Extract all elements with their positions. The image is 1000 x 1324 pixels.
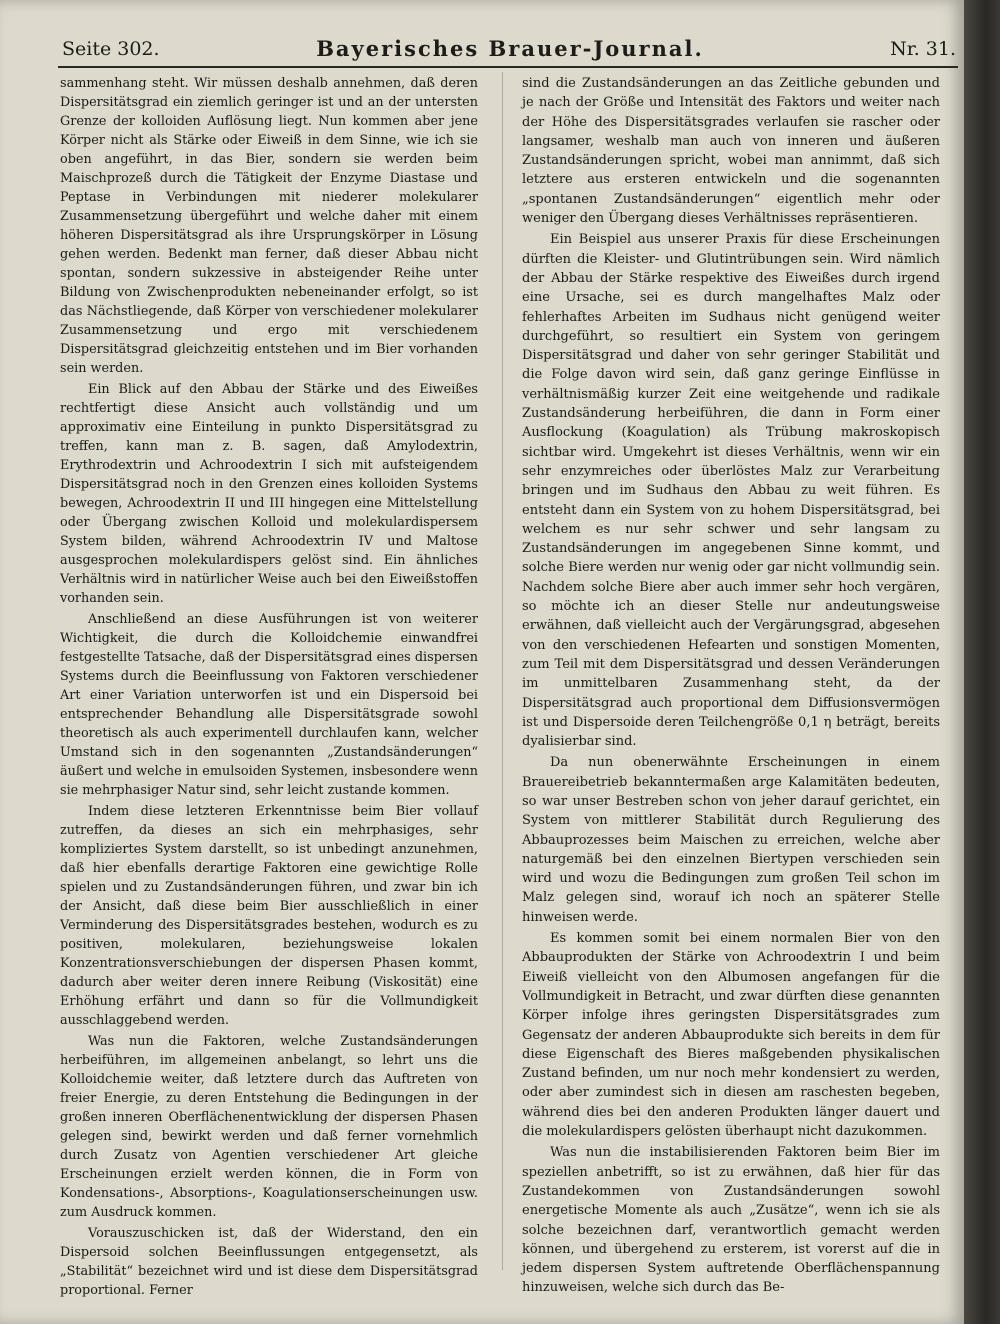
paragraph: sind die Zustandsänderungen an das Zeitliche gebunden und je nach der Größe und Intensität des Faktors und weiter nach der Höhe des Dispersitätsgrades verlaufen sie rascher oder langsamer, weshalb man auch von inneren und äußeren Zustandsänderungen spricht, wobei man annimmt, daß sich letztere aus ersteren entwickeln und die sogenannten „spontanen Zustandsänderungen“ eigentlich mehr oder weniger den Übergang dieses Verhältnisses repräsentieren. xyxy=(522,76,940,227)
column-divider xyxy=(502,72,503,1270)
paragraph: Was nun die Faktoren, welche Zustandsänderungen herbeiführen, im allgemeinen anbelangt, so lehrt uns die Kolloidchemie weiter, daß letztere durch das Auftreten von freier Energie, zu deren Entstehung die Bedingungen in der großen inneren Oberflächenentwicklung der dispersen Phasen gelegen sind, bewirkt werden und daß ferner vornehmlich durch Zusatz von Agentien verschiedener Art gleiche Erscheinungen erzielt werden können, die in Form von Kondensations-, Absorptions-, Koagulationserscheinungen usw. zum Ausdruck kommen. xyxy=(60,1034,478,1220)
paragraph: Vorauszuschicken ist, daß der Widerstand, den ein Dispersoid solchen Beeinflussungen entgegensetzt, als „Stabilität“ bezeichnet wird und ist diese dem Dispersitätsgrad proportional. Ferner xyxy=(60,1226,478,1298)
journal-title: Bayerisches Brauer-Journal. xyxy=(316,36,704,61)
left-column xyxy=(60,74,478,1300)
paragraph: Was nun die instabilisierenden Faktoren beim Bier im speziellen anbetrifft, so ist zu erwähnen, daß hier für das Zustandekommen von Zustandsänderungen sowohl energetische Momente als auch „Zusätze“, wenn ich sie als solche bezeichnen darf, verantwortlich gemacht werden können, und übergehend zu ersterem, ist vorerst auf die in jedem dispersen System auftretende Oberflächenspannung hinzuweisen, welche sich durch das Be- xyxy=(522,1145,940,1296)
page-number: Seite 302. xyxy=(62,38,160,60)
paragraph: Es kommen somit bei einem normalen Bier von den Abbauprodukten der Stärke von Achroodextrin I und beim Eiweiß vielleicht von den Albumosen angefangen für die Vollmundigkeit in Betracht, und zwar dürften diese genannten Körper infolge ihres geringsten Dispersitätsgrades zum Gegensatz der anderen Abbauprodukte sich bereits in dem für diese Eigenschaft des Bieres maßgebenden physikalischen Zustand befinden, um nur noch mehr kondensiert zu werden, oder aber zumindest sich in diesen am raschesten begeben, während dies bei den anderen Produkten länger dauert und die molekulardispers gelösten überhaupt nicht dazukommen. xyxy=(522,931,940,1140)
paragraph: sammenhang steht. Wir müssen deshalb annehmen, daß deren Dispersitätsgrad ein ziemlich geringer ist und an der untersten Grenze der kolloiden Auflösung liegt. Nun kommen aber jene Körper nicht als Stärke oder Eiweiß in dem Sinne, wie ich sie oben angeführt, in das Bier, sondern sie werden beim Maischprozeß durch die Tätigkeit der Enzyme Diastase und Peptase in Verbindungen mit niederer molekularer Zusammensetzung übergeführt und welche daher mit einem höheren Dispersitätsgrad als ihre Ursprungskörper in Lösung gehen werden. Bedenkt man ferner, daß dieser Abbau nicht spontan, sondern sukzessive in absteigender Reihe unter Bildung von Zwischenprodukten nebeneinander erfolgt, so ist das Nächstliegende, daß Körper von verschiedener molekularer Zusammensetzung und ergo mit verschiedenem Dispersitätsgrad gleichzeitig entstehen und im Bier vorhanden sein werden. xyxy=(60,76,478,376)
paragraph: Anschließend an diese Ausführungen ist von weiterer Wichtigkeit, die durch die Kolloidchemie einwandfrei festgestellte Tatsache, daß der Dispersitätsgrad eines dispersen Systems durch die Beeinflussung von Faktoren verschiedener Art einer Variation unterworfen ist und ein Dispersoid bei entsprechender Behandlung alle Dispersitätsgrade sowohl theoretisch als auch experimentell durchlaufen kann, welcher Umstand sich in den sogenannten „Zustandsänderungen“ äußert und welche in emulsoiden Systemen, insbesondere wenn sie mehrphasiger Natur sind, sehr leicht zustande kommen. xyxy=(60,612,478,798)
book-spine xyxy=(964,0,1000,1324)
paragraph: Ein Blick auf den Abbau der Stärke und des Eiweißes rechtfertigt diese Ansicht auch vollständig und um approximativ eine Einteilung in punkto Dispersitätsgrad zu treffen, kann man z. B. sagen, daß Amylodextrin, Erythrodextrin und Achroodextrin I sich mit aufsteigendem Dispersitätsgrad noch in den Grenzen eines kolloiden Systems bewegen, Achroodextrin II und III hingegen eine Mittelstellung oder Übergang zwischen Kolloid und molekulardispersem System bilden, während Achroodextrin IV und Maltose ausgesprochen molekulardispers gelöst sind. Ein ähnliches Verhältnis wird in natürlicher Weise auch bei den Eiweißstoffen vorhanden sein. xyxy=(60,382,478,606)
paragraph: Ein Beispiel aus unserer Praxis für diese Erscheinungen dürften die Kleister- und Glutintrübungen sein. Wird nämlich der Abbau der Stärke respektive des Eiweißes durch irgend eine Ursache, sei es durch mangelhaftes Malz oder fehlerhaftes Arbeiten im Sudhaus nicht genügend weiter durchgeführt, so resultiert ein System von geringem Dispersitätsgrad und daher von sehr geringer Stabilität und die Folge davon wird sein, daß ganz geringe Einflüsse in verhältnismäßig kurzer Zeit eine weitgehende und radikale Zustandsänderung herbeiführen, die dann in Form einer Ausflockung (Koagulation) als Trübung makroskopisch sichtbar wird. Umgekehrt ist dieses Verhältnis, wenn wir ein sehr enzymreiches oder überlöstes Malz zur Verarbeitung bringen und im Sudhaus den Abbau zu weit führen. Es entsteht dann ein System von zu hohem Dispersitätsgrad, bei welchem es nur sehr schwer und sehr langsam zu Zustandsänderungen im angegebenen Sinne kommt, und solche Biere werden nur wenig oder gar nicht vollmundig sein. Nachdem solche Biere aber auch immer sehr hoch vergären, so möchte ich an dieser Stelle nur andeutungsweise erwähnen, daß vielleicht auch der Vergärungsgrad, abgesehen von den verschiedenen Hefearten und sonstigen Momenten, zum Teil mit dem Dispersitätsgrad und dessen Veränderungen im unmittelbaren Zusammenhang steht, da der Dispersitätsgrad auch proportional dem Diffusionsvermögen ist und Dispersoide deren Teilchengröße 0,1 η beträgt, bereits dyalisierbar sind. xyxy=(522,232,940,750)
paragraph: Da nun obenerwähnte Erscheinungen in einem Brauereibetrieb bekanntermaßen arge Kalamitäten bedeuten, so war unser Bestreben schon von jeher darauf gerichtet, ein System von mittlerer Stabilität durch Regulierung des Abbauprozesses beim Maischen zu erreichen, welche aber naturgemäß bei den einzelnen Biertypen verschieden sein wird und wozu die Bedingungen zum großen Teil schon im Malz gelegen sind, worauf ich noch an späterer Stelle hinweisen werde. xyxy=(522,755,940,925)
header-rule xyxy=(58,66,958,68)
issue-number: Nr. 31. xyxy=(890,38,956,60)
page-header xyxy=(62,34,958,66)
right-column xyxy=(522,74,940,1298)
paragraph: Indem diese letzteren Erkenntnisse beim Bier vollauf zutreffen, da dieses an sich ein mehrphasiges, sehr kompliziertes System darstellt, so ist unbedingt anzunehmen, daß hier ebenfalls derartige Faktoren eine gewichtige Rolle spielen und zu Zustandsänderungen führen, und zwar bin ich der Ansicht, daß diese beim Bier ausschließlich in einer Verminderung des Dispersitätsgrades bestehen, wodurch es zu positiven, molekularen, beziehungsweise lokalen Konzentrationsverschiebungen der dispersen Phasen kommt, dadurch aber weiter deren innere Reibung (Viskosität) eine Erhöhung erfährt und dann so für die Vollmundigkeit ausschlaggebend werden. xyxy=(60,804,478,1028)
